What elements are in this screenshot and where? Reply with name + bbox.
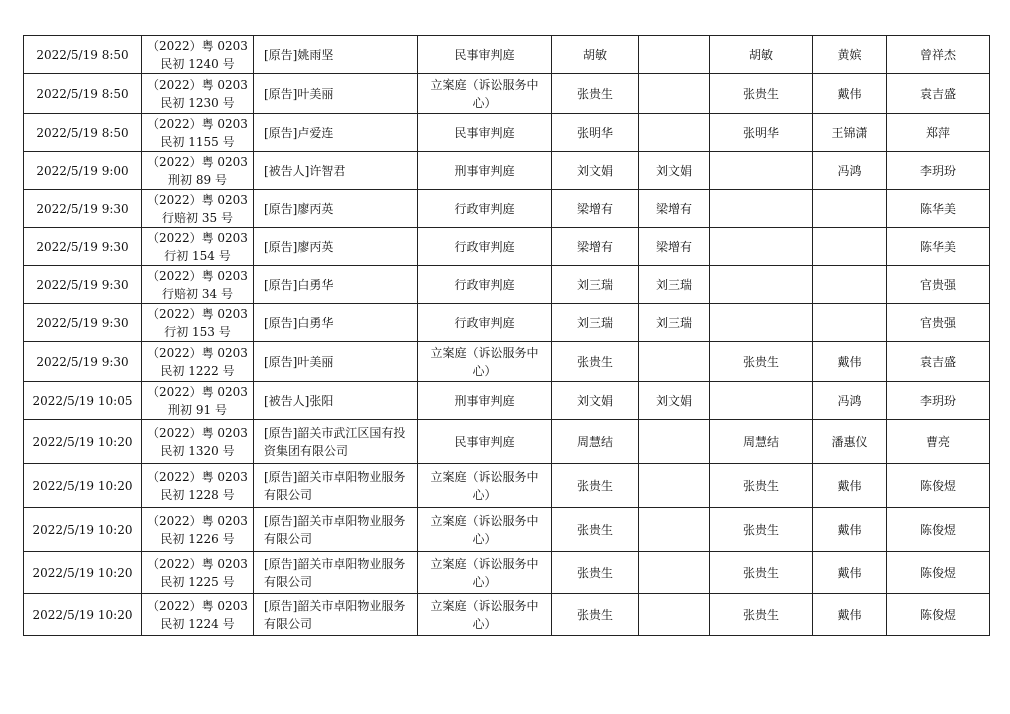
judge-cell: 刘三瑞	[639, 266, 710, 304]
party-cell: [原告]卢爱连	[254, 114, 418, 152]
judge-cell	[639, 342, 710, 382]
assistant-cell: 冯鸿	[813, 382, 887, 420]
undertaking-judge-cell	[710, 152, 813, 190]
case-number-cell: （2022）粤 0203 民初 1240 号	[142, 36, 254, 74]
presiding-judge-cell: 张贵生	[552, 464, 639, 508]
judge-cell: 刘文娟	[639, 152, 710, 190]
table-row	[24, 594, 990, 636]
presiding-judge-cell: 刘三瑞	[552, 304, 639, 342]
presiding-judge-cell: 刘文娟	[552, 152, 639, 190]
case-number-cell: （2022）粤 0203 民初 1228 号	[142, 464, 254, 508]
judge-cell	[639, 464, 710, 508]
case-number-cell: （2022）粤 0203 民初 1226 号	[142, 508, 254, 552]
judge-cell	[639, 552, 710, 594]
party-cell: [原告]韶关市武江区国有投资集团有限公司	[254, 420, 418, 464]
judge-cell: 刘三瑞	[639, 304, 710, 342]
court-division-cell: 民事审判庭	[418, 114, 552, 152]
table-row	[24, 342, 990, 382]
assistant-cell: 戴伟	[813, 508, 887, 552]
party-cell: [原告]姚雨坚	[254, 36, 418, 74]
assistant-cell: 戴伟	[813, 464, 887, 508]
case-number-cell: （2022）粤 0203 民初 1222 号	[142, 342, 254, 382]
clerk-cell: 陈俊煜	[887, 552, 990, 594]
clerk-cell: 官贵强	[887, 266, 990, 304]
hearing-time-cell: 2022/5/19 8:50	[24, 74, 142, 114]
hearing-time-cell: 2022/5/19 10:20	[24, 594, 142, 636]
undertaking-judge-cell: 张贵生	[710, 594, 813, 636]
court-division-cell: 立案庭（诉讼服务中心）	[418, 464, 552, 508]
clerk-cell: 陈俊煜	[887, 464, 990, 508]
undertaking-judge-cell	[710, 304, 813, 342]
presiding-judge-cell: 张贵生	[552, 594, 639, 636]
case-number-cell: （2022）粤 0203 行初 154 号	[142, 228, 254, 266]
presiding-judge-cell: 张贵生	[552, 342, 639, 382]
party-cell: [原告]廖丙英	[254, 190, 418, 228]
undertaking-judge-cell: 张贵生	[710, 552, 813, 594]
assistant-cell: 王锦潇	[813, 114, 887, 152]
case-number-cell: （2022）粤 0203 民初 1320 号	[142, 420, 254, 464]
clerk-cell: 曾祥杰	[887, 36, 990, 74]
table-row	[24, 228, 990, 266]
party-cell: [被告人]张阳	[254, 382, 418, 420]
hearing-time-cell: 2022/5/19 10:20	[24, 552, 142, 594]
table-row	[24, 508, 990, 552]
court-division-cell: 立案庭（诉讼服务中心）	[418, 552, 552, 594]
party-cell: [原告]叶美丽	[254, 342, 418, 382]
assistant-cell: 戴伟	[813, 342, 887, 382]
judge-cell	[639, 420, 710, 464]
case-number-cell: （2022）粤 0203 民初 1224 号	[142, 594, 254, 636]
table-row	[24, 114, 990, 152]
judge-cell: 梁增有	[639, 228, 710, 266]
table-row	[24, 420, 990, 464]
table-row	[24, 190, 990, 228]
judge-cell	[639, 36, 710, 74]
clerk-cell: 袁吉盛	[887, 342, 990, 382]
hearing-time-cell: 2022/5/19 9:00	[24, 152, 142, 190]
table-row	[24, 152, 990, 190]
court-division-cell: 立案庭（诉讼服务中心）	[418, 508, 552, 552]
hearing-time-cell: 2022/5/19 9:30	[24, 228, 142, 266]
assistant-cell	[813, 228, 887, 266]
hearing-time-cell: 2022/5/19 10:05	[24, 382, 142, 420]
clerk-cell: 官贵强	[887, 304, 990, 342]
hearing-time-cell: 2022/5/19 9:30	[24, 342, 142, 382]
undertaking-judge-cell	[710, 382, 813, 420]
party-cell: [原告]白勇华	[254, 266, 418, 304]
table-row	[24, 304, 990, 342]
undertaking-judge-cell: 张明华	[710, 114, 813, 152]
table-row	[24, 36, 990, 74]
hearing-time-cell: 2022/5/19 8:50	[24, 36, 142, 74]
court-division-cell: 民事审判庭	[418, 420, 552, 464]
court-division-cell: 立案庭（诉讼服务中心）	[418, 74, 552, 114]
case-number-cell: （2022）粤 0203 刑初 91 号	[142, 382, 254, 420]
assistant-cell: 潘惠仪	[813, 420, 887, 464]
party-cell: [原告]叶美丽	[254, 74, 418, 114]
party-cell: [原告]韶关市卓阳物业服务有限公司	[254, 594, 418, 636]
court-division-cell: 刑事审判庭	[418, 382, 552, 420]
party-cell: [原告]白勇华	[254, 304, 418, 342]
case-number-cell: （2022）粤 0203 民初 1155 号	[142, 114, 254, 152]
judge-cell	[639, 114, 710, 152]
table-row	[24, 464, 990, 508]
assistant-cell	[813, 190, 887, 228]
court-division-cell: 行政审判庭	[418, 266, 552, 304]
party-cell: [被告人]许智君	[254, 152, 418, 190]
table-row	[24, 382, 990, 420]
presiding-judge-cell: 刘文娟	[552, 382, 639, 420]
clerk-cell: 郑萍	[887, 114, 990, 152]
undertaking-judge-cell: 张贵生	[710, 342, 813, 382]
clerk-cell: 陈华美	[887, 190, 990, 228]
presiding-judge-cell: 张贵生	[552, 508, 639, 552]
party-cell: [原告]韶关市卓阳物业服务有限公司	[254, 464, 418, 508]
case-number-cell: （2022）粤 0203 民初 1230 号	[142, 74, 254, 114]
presiding-judge-cell: 张明华	[552, 114, 639, 152]
table-row	[24, 74, 990, 114]
assistant-cell: 冯鸿	[813, 152, 887, 190]
undertaking-judge-cell: 张贵生	[710, 508, 813, 552]
table-row	[24, 552, 990, 594]
hearing-time-cell: 2022/5/19 10:20	[24, 508, 142, 552]
table-row	[24, 266, 990, 304]
undertaking-judge-cell	[710, 228, 813, 266]
case-number-cell: （2022）粤 0203 行赔初 34 号	[142, 266, 254, 304]
hearing-time-cell: 2022/5/19 10:20	[24, 420, 142, 464]
assistant-cell: 戴伟	[813, 74, 887, 114]
hearing-time-cell: 2022/5/19 9:30	[24, 266, 142, 304]
clerk-cell: 袁吉盛	[887, 74, 990, 114]
court-division-cell: 立案庭（诉讼服务中心）	[418, 594, 552, 636]
party-cell: [原告]韶关市卓阳物业服务有限公司	[254, 508, 418, 552]
presiding-judge-cell: 梁增有	[552, 228, 639, 266]
hearing-time-cell: 2022/5/19 10:20	[24, 464, 142, 508]
undertaking-judge-cell: 胡敏	[710, 36, 813, 74]
presiding-judge-cell: 胡敏	[552, 36, 639, 74]
judge-cell	[639, 594, 710, 636]
clerk-cell: 曹亮	[887, 420, 990, 464]
hearing-time-cell: 2022/5/19 9:30	[24, 304, 142, 342]
case-number-cell: （2022）粤 0203 行初 153 号	[142, 304, 254, 342]
clerk-cell: 李玥玢	[887, 382, 990, 420]
judge-cell: 梁增有	[639, 190, 710, 228]
court-division-cell: 行政审判庭	[418, 228, 552, 266]
court-division-cell: 民事审判庭	[418, 36, 552, 74]
assistant-cell: 黄嫔	[813, 36, 887, 74]
case-number-cell: （2022）粤 0203 行赔初 35 号	[142, 190, 254, 228]
presiding-judge-cell: 张贵生	[552, 74, 639, 114]
presiding-judge-cell: 刘三瑞	[552, 266, 639, 304]
presiding-judge-cell: 梁增有	[552, 190, 639, 228]
hearing-schedule-table	[23, 35, 990, 636]
presiding-judge-cell: 张贵生	[552, 552, 639, 594]
hearing-time-cell: 2022/5/19 8:50	[24, 114, 142, 152]
party-cell: [原告]廖丙英	[254, 228, 418, 266]
table-body	[24, 36, 990, 636]
assistant-cell	[813, 304, 887, 342]
clerk-cell: 陈华美	[887, 228, 990, 266]
court-division-cell: 行政审判庭	[418, 304, 552, 342]
hearing-time-cell: 2022/5/19 9:30	[24, 190, 142, 228]
court-division-cell: 立案庭（诉讼服务中心）	[418, 342, 552, 382]
judge-cell	[639, 74, 710, 114]
case-number-cell: （2022）粤 0203 刑初 89 号	[142, 152, 254, 190]
case-number-cell: （2022）粤 0203 民初 1225 号	[142, 552, 254, 594]
judge-cell: 刘文娟	[639, 382, 710, 420]
assistant-cell: 戴伟	[813, 552, 887, 594]
court-division-cell: 刑事审判庭	[418, 152, 552, 190]
undertaking-judge-cell	[710, 190, 813, 228]
party-cell: [原告]韶关市卓阳物业服务有限公司	[254, 552, 418, 594]
clerk-cell: 陈俊煜	[887, 594, 990, 636]
undertaking-judge-cell	[710, 266, 813, 304]
court-division-cell: 行政审判庭	[418, 190, 552, 228]
undertaking-judge-cell: 张贵生	[710, 74, 813, 114]
clerk-cell: 李玥玢	[887, 152, 990, 190]
undertaking-judge-cell: 周慧结	[710, 420, 813, 464]
judge-cell	[639, 508, 710, 552]
assistant-cell: 戴伟	[813, 594, 887, 636]
presiding-judge-cell: 周慧结	[552, 420, 639, 464]
clerk-cell: 陈俊煜	[887, 508, 990, 552]
undertaking-judge-cell: 张贵生	[710, 464, 813, 508]
assistant-cell	[813, 266, 887, 304]
